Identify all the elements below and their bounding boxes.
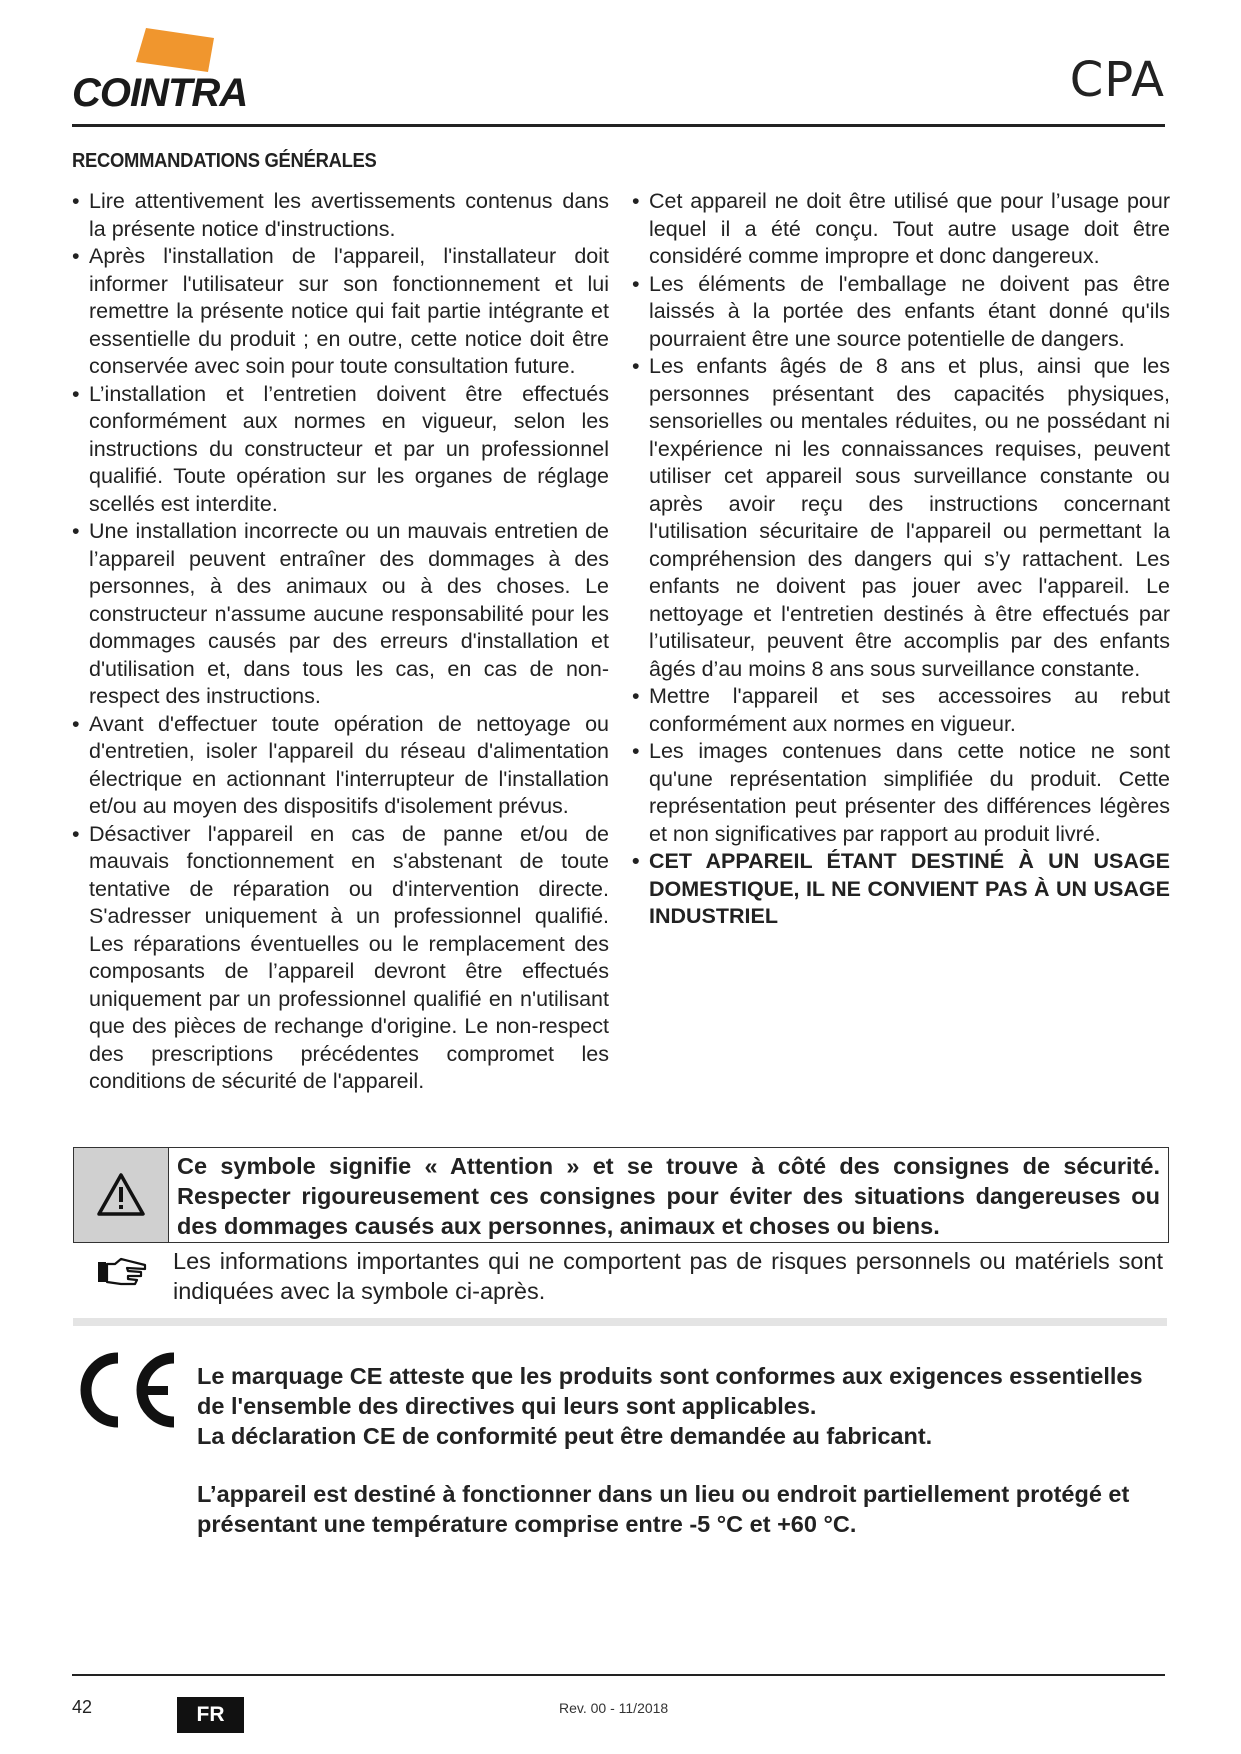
list-item: • Désactiver l'appareil en cas de panne et/ou de mauvais fonctionnement en s'abstenant de toute tentative de réparation ou d'intervention directe. S'adresser uniquement à un professionnel qualifié. Les réparations éventuelles ou le remplacement des composants de l’appareil devront être effectués uniquement par un professionnel qualifié en n'utilisant que des pièces de rechange d'origine. Le non-respect des prescriptions précédentes compromet les conditions de sécurité de l'appareil.: [72, 821, 609, 1096]
left-column: [72, 188, 609, 1096]
list-item: • Les images contenues dans cette notice ne sont qu'une représentation simplifiée du produit. Cette représentation peut présenter des différences légères et non significatives par rapport au produit livré.: [632, 738, 1170, 848]
section-title: RECOMMANDATIONS GÉNÉRALES: [72, 150, 377, 172]
section-separator: [73, 1318, 1167, 1326]
footer-divider: [72, 1674, 1165, 1676]
list-item: • Après l'installation de l'appareil, l'installateur doit informer l'utilisateur sur son fonctionnement et lui remettre la présente notice qui fait partie intégrante et essentielle du produit ; en outre, cette notice doit être conservée avec soin pour toute consultation future.: [72, 243, 609, 381]
left-bullet-list: [72, 188, 609, 1096]
list-item: • Avant d'effectuer toute opération de nettoyage ou d'entretien, isoler l'appareil du réseau d'alimentation électrique en actionnant l'interrupteur de l'installation et/ou au moyen des dispositifs d'isolement prévus.: [72, 711, 609, 821]
list-item: • Une installation incorrecte ou un mauvais entretien de l’appareil peuvent entraîner des dommages à des personnes, à des animaux ou à des choses. Le constructeur n'assume aucune responsabilité pour les dommages causés par des erreurs d'installation et d'utilisation et, dans tous les cas, en cas de non-respect des instructions.: [72, 518, 609, 711]
ce-declaration-request: La déclaration CE de conformité peut être demandée au fabricant.: [197, 1423, 933, 1449]
list-item: • Les enfants âgés de 8 ans et plus, ainsi que les personnes présentant des capacités physiques, sensorielles ou mentales réduites, ou ne possédant ni l'expérience ni les connaissances requises, peuvent utiliser cet appareil sous surveillance constante ou après avoir reçu des instructions concernant l'utilisation sécuritaire de l'appareil ou permettant la compréhension des dangers qui s’y rattachent. Les enfants ne doivent pas jouer avec l'appareil. Le nettoyage et l'entretien destinés à être effectués par l’utilisateur, peuvent être accomplis par des enfants âgés d’au moins 8 ans sous surveillance constante.: [632, 353, 1170, 683]
list-item: • Les éléments de l'emballage ne doivent pas être laissés à la portée des enfants étant donné qu'ils pourraient être une source potentielle de dangers.: [632, 271, 1170, 354]
list-item: • L’installation et l’entretien doivent être effectués conformément aux normes en vigueur, selon les instructions du constructeur et par un professionnel qualifié. Toute opération sur les organes de réglage scellés est interdite.: [72, 381, 609, 519]
revision-info: Rev. 00 - 11/2018: [559, 1700, 669, 1716]
info-text: Les informations importantes qui ne comportent pas de risques personnels ou matériels sont indiquées avec la symbole ci-après.: [173, 1248, 1163, 1304]
ce-declaration: [197, 1361, 1169, 1539]
ce-mark-graphic: [74, 1352, 178, 1428]
header-divider: [72, 124, 1165, 127]
brand-name: COINTRA: [72, 71, 248, 115]
ce-conformity-statement: Le marquage CE atteste que les produits sont conformes aux exigences essentielles de l'ensemble des directives qui leurs sont applicables.: [197, 1363, 1143, 1419]
right-bullet-list: [632, 188, 1170, 931]
info-note: [73, 1246, 1167, 1306]
warning-triangle-icon: [96, 1172, 146, 1218]
pointing-hand-icon: [97, 1256, 149, 1286]
ce-mark-icon: [74, 1352, 178, 1428]
warning-box: [73, 1147, 1169, 1243]
list-item: • Lire attentivement les avertissements contenus dans la présente notice d'instructions.: [72, 188, 609, 243]
list-item: • Mettre l'appareil et ses accessoires au rebut conformément aux normes en vigueur.: [632, 683, 1170, 738]
language-badge: FR: [177, 1697, 244, 1733]
model-name: CPA: [1069, 52, 1165, 108]
list-item: • Cet appareil ne doit être utilisé que pour l’usage pour lequel il a été conçu. Tout autre usage doit être considéré comme impropre et donc dangereux.: [632, 188, 1170, 271]
domestic-use-warning: • CET APPAREIL ÉTANT DESTINÉ À UN USAGE DOMESTIQUE, IL NE CONVIENT PAS À UN USAGE INDUSTRIEL: [632, 848, 1170, 931]
right-column: [632, 188, 1170, 931]
warning-icon-cell: [74, 1148, 169, 1242]
page-number: 42: [72, 1697, 93, 1717]
cointra-logo-graphic: [72, 28, 248, 115]
operating-conditions: L’appareil est destiné à fonctionner dans un lieu ou endroit partiellement protégé et présentant une température comprise entre -5 °C et +60 °C.: [197, 1481, 1130, 1537]
warning-text: Ce symbole signifie « Attention » et se trouve à côté des consignes de sécurité. Respecter rigoureusement ces consignes pour éviter des situations dangereuses ou des dommages causés aux personnes, animaux et choses ou biens.: [177, 1153, 1160, 1239]
cointra-logo: [72, 28, 248, 115]
info-icon-cell: [73, 1246, 173, 1306]
